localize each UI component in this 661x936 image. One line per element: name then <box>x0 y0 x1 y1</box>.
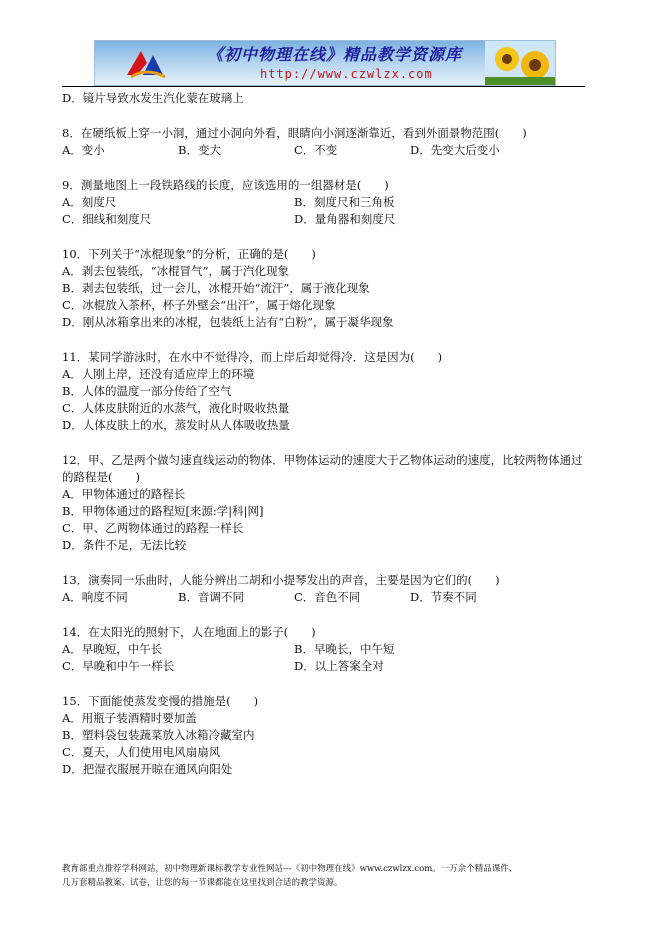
q9-options-row2 <box>62 211 602 228</box>
q14-stem: 14．在太阳光的照射下，人在地面上的影子( ) <box>62 625 316 639</box>
q15-option-b: B．塑料袋包装蔬菜放入冰箱冷藏室内 <box>62 728 255 742</box>
header-banner <box>94 40 556 86</box>
banner-title: 《初中物理在线》精品教学资源库 <box>207 45 463 64</box>
q12-option-c: C．甲、乙两物体通过的路程一样长 <box>62 521 244 535</box>
footer-line-1: 教育部重点推荐学科网站，初中物理新课标教学专业性网站---《初中物理在线》www.czwlzx.com。一万余个精品课件、 <box>62 864 518 874</box>
q14-options-row2 <box>62 658 602 675</box>
q12-stem-line2: 的路程是( ) <box>62 470 140 484</box>
page-footer <box>62 862 602 890</box>
q10-option-b: B．剥去包装纸，过一会儿，冰棍开始“流汗”，属于液化现象 <box>62 281 370 295</box>
q14-option-b: B．早晚长，中午短 <box>294 642 395 656</box>
q13-stem: 13．演奏同一乐曲时，人能分辨出二胡和小提琴发出的声音，主要是因为它们的( ) <box>62 573 500 587</box>
q7-option-d: D．镜片导致水发生汽化蒙在玻璃上 <box>62 91 244 105</box>
q8-option-c: C．不变 <box>294 143 338 157</box>
q8-option-b: B．变大 <box>178 143 221 157</box>
q13-options <box>62 589 602 606</box>
q14-option-d: D．以上答案全对 <box>294 659 384 673</box>
q13-option-a: A．响度不同 <box>62 590 128 604</box>
exam-content <box>62 90 602 778</box>
site-logo-icon <box>123 45 169 81</box>
q11-option-c: C．人体皮肤附近的水蒸气，液化时吸收热量 <box>62 401 290 415</box>
q13-option-c: C．音色不同 <box>294 590 361 604</box>
banner-url: http://www.czwlzx.com <box>260 67 433 81</box>
q8-option-a: A．变小 <box>62 143 105 157</box>
q12-option-a: A．甲物体通过的路程长 <box>62 487 186 501</box>
q10-option-a: A．剥去包装纸，“冰棍冒气”，属于汽化现象 <box>62 264 290 278</box>
q9-option-b: B．刻度尺和三角板 <box>294 195 395 209</box>
q15-option-c: C．夏天，人们使用电风扇扇风 <box>62 745 221 759</box>
footer-line-2: 几万套精品教案、试卷，让您的每一节课都能在这里找到合适的教学资源。 <box>62 878 343 888</box>
q14-option-a: A．早晚短，中午长 <box>62 642 163 656</box>
q9-options-row1 <box>62 194 602 211</box>
q14-options-row1 <box>62 641 602 658</box>
header-divider <box>62 86 585 87</box>
q15-option-d: D．把湿衣服展开晾在通风向阳处 <box>62 762 233 776</box>
q10-stem: 10．下列关于“冰棍现象”的分析，正确的是( ) <box>62 247 316 261</box>
sunflower-icon <box>485 41 555 85</box>
q9-option-d: D．量角器和刻度尺 <box>294 212 396 226</box>
q15-stem: 15．下面能使蒸发变慢的措施是( ) <box>62 694 259 708</box>
q9-option-a: A．刻度尺 <box>62 195 117 209</box>
q12-option-b: B．甲物体通过的路程短[来源:学|科|网] <box>62 504 264 518</box>
q11-option-b: B．人体的温度一部分传给了空气 <box>62 384 232 398</box>
q9-option-c: C．细线和刻度尺 <box>62 212 152 226</box>
q12-stem-line1: 12．甲、乙是两个做匀速直线运动的物体．甲物体运动的速度大于乙物体运动的速度，比较两物体通过 <box>62 453 583 467</box>
q10-option-c: C．冰棍放入茶杯，杯子外壁会“出汗”，属于熔化现象 <box>62 298 336 312</box>
q11-option-a: A．人刚上岸，还没有适应岸上的环境 <box>62 367 255 381</box>
q8-stem: 8．在硬纸板上穿一小洞，通过小洞向外看，眼睛向小洞逐渐靠近，看到外面景物范围( ) <box>62 126 527 140</box>
q12-option-d: D．条件不足，无法比较 <box>62 538 187 552</box>
q9-stem: 9．测量地图上一段铁路线的长度，应该选用的一组器材是( ) <box>62 178 389 192</box>
q15-option-a: A．用瓶子装酒精时要加盖 <box>62 711 197 725</box>
q8-options <box>62 142 602 159</box>
q14-option-c: C．早晚和中午一样长 <box>62 659 175 673</box>
q10-option-d: D．刚从冰箱拿出来的冰棍，包装纸上沾有“白粉”，属于凝华现象 <box>62 315 394 329</box>
q8-option-d: D．先变大后变小 <box>410 143 500 157</box>
q13-option-b: B．音调不同 <box>178 590 244 604</box>
q11-option-d: D．人体皮肤上的水，蒸发时从人体吸收热量 <box>62 418 290 432</box>
q11-stem: 11．某同学游泳时，在水中不觉得冷，而上岸后却觉得冷．这是因为( ) <box>62 350 443 364</box>
q13-option-d: D．节奏不同 <box>410 590 477 604</box>
